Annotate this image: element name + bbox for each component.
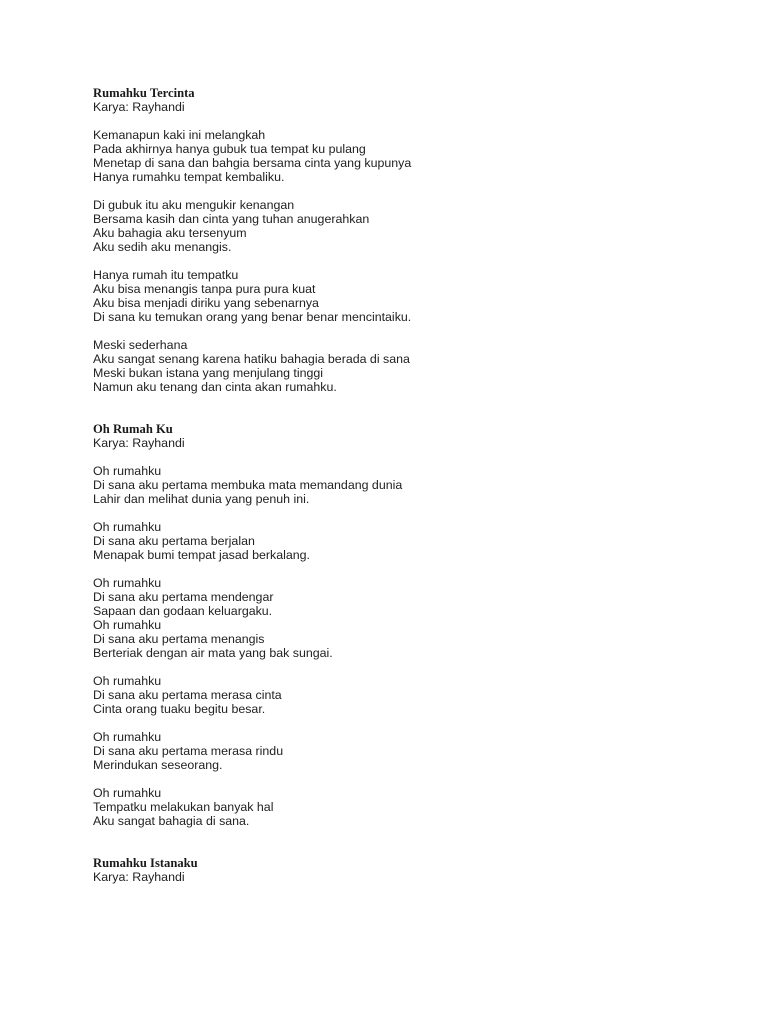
poem-author: Karya: Rayhandi: [93, 436, 185, 450]
poem-line: Oh rumahku: [93, 730, 162, 744]
stanza: [93, 464, 733, 506]
stanza: [93, 674, 733, 716]
document-page: [93, 86, 733, 898]
poem-line: Oh rumahku: [93, 618, 162, 632]
poem-line: Aku bisa menangis tanpa pura pura kuat: [93, 282, 316, 296]
poem-line: Oh rumahku: [93, 464, 162, 478]
stanza: [93, 576, 733, 660]
poem-line: Aku sangat bahagia di sana.: [93, 814, 250, 828]
poem-rumahku-istanaku: [93, 856, 733, 884]
stanza: [93, 268, 733, 324]
poem-line: Kemanapun kaki ini melangkah: [93, 128, 266, 142]
poem-line: Meski bukan istana yang menjulang tinggi: [93, 366, 324, 380]
poem-line: Di sana ku temukan orang yang benar benar mencintaiku.: [93, 310, 412, 324]
poem-line: Namun aku tenang dan cinta akan rumahku.: [93, 380, 337, 394]
poem-line: Di gubuk itu aku mengukir kenangan: [93, 198, 295, 212]
poem-line: Sapaan dan godaan keluargaku.: [93, 604, 273, 618]
poem-line: Di sana aku pertama merasa cinta: [93, 688, 282, 702]
stanza: [93, 520, 733, 562]
poem-line: Aku sedih aku menangis.: [93, 240, 232, 254]
poem-line: Menapak bumi tempat jasad berkalang.: [93, 548, 310, 562]
poem-line: Aku bisa menjadi diriku yang sebenarnya: [93, 296, 319, 310]
poem-line: Di sana aku pertama mendengar: [93, 590, 274, 604]
poem-line: Di sana aku pertama merasa rindu: [93, 744, 284, 758]
poem-rumahku-tercinta: [93, 86, 733, 394]
poem-line: Tempatku melakukan banyak hal: [93, 800, 274, 814]
poem-line: Hanya rumahku tempat kembaliku.: [93, 170, 285, 184]
poem-line: Berteriak dengan air mata yang bak sungai.: [93, 646, 333, 660]
poem-line: Oh rumahku: [93, 674, 162, 688]
poem-line: Bersama kasih dan cinta yang tuhan anugerahkan: [93, 212, 370, 226]
poem-line: Cinta orang tuaku begitu besar.: [93, 702, 266, 716]
stanza: [93, 128, 733, 184]
poem-author: Karya: Rayhandi: [93, 100, 185, 114]
poem-line: Hanya rumah itu tempatku: [93, 268, 239, 282]
poem-line: Aku bahagia aku tersenyum: [93, 226, 247, 240]
poem-line: Oh rumahku: [93, 576, 162, 590]
poem-title: Rumahku Istanaku: [93, 856, 198, 870]
poem-line: Aku sangat senang karena hatiku bahagia berada di sana: [93, 352, 410, 366]
poem-title: Rumahku Tercinta: [93, 86, 195, 100]
poem-oh-rumah-ku: [93, 422, 733, 828]
poem-line: Lahir dan melihat dunia yang penuh ini.: [93, 492, 310, 506]
stanza: [93, 786, 733, 828]
poem-line: Menetap di sana dan bahgia bersama cinta yang kupunya: [93, 156, 412, 170]
poem-line: Meski sederhana: [93, 338, 188, 352]
stanza: [93, 338, 733, 394]
poem-line: Oh rumahku: [93, 520, 162, 534]
poem-line: Pada akhirnya hanya gubuk tua tempat ku pulang: [93, 142, 366, 156]
poem-title: Oh Rumah Ku: [93, 422, 173, 436]
poem-line: Merindukan seseorang.: [93, 758, 223, 772]
poem-line: Di sana aku pertama berjalan: [93, 534, 255, 548]
poem-line: Oh rumahku: [93, 786, 162, 800]
poem-line: Di sana aku pertama menangis: [93, 632, 265, 646]
poem-line: Di sana aku pertama membuka mata memandang dunia: [93, 478, 403, 492]
stanza: [93, 198, 733, 254]
stanza: [93, 730, 733, 772]
poem-author: Karya: Rayhandi: [93, 870, 185, 884]
